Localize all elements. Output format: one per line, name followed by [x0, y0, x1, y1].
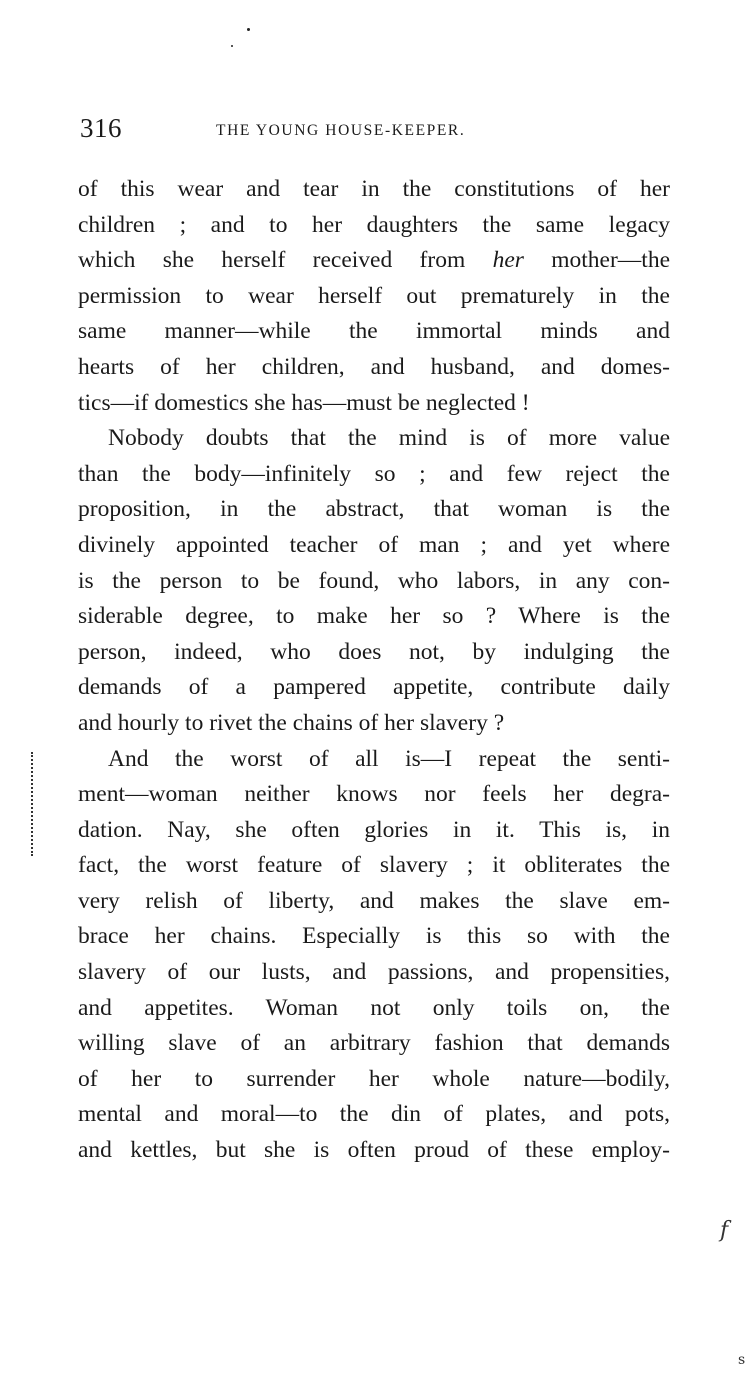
text-line: dation. Nay, she often glories in it. This is, in: [78, 816, 670, 843]
text-line: is the person to be found, who labors, in any con-: [78, 567, 670, 594]
text-line: [78, 243, 670, 279]
text-line: person, indeed, who does not, by indulging the: [78, 638, 670, 665]
text-segment: mother—the: [551, 247, 671, 274]
text-line: mental and moral—to the din of plates, and pots,: [78, 1101, 670, 1128]
page-number: 316: [80, 113, 122, 143]
text-line: divinely appointed teacher of man ; and yet where: [78, 531, 670, 558]
text-line: very relish of liberty, and makes the slave em-: [78, 887, 670, 914]
text-line: same manner—while the immortal minds and: [78, 318, 670, 345]
text-line: of her to surrender her whole nature—bodily,: [78, 1065, 670, 1092]
text-line: And the worst of all is—I repeat the senti-: [108, 745, 670, 772]
text-line: siderable degree, to make her so ? Where is the: [78, 603, 670, 630]
text-line: hearts of her children, and husband, and domes-: [78, 353, 670, 380]
text-line: brace her chains. Especially is this so with the: [78, 923, 670, 950]
running-head: THE YOUNG HOUSE-KEEPER.: [216, 122, 466, 139]
text-line: demands of a pampered appetite, contribute daily: [78, 674, 670, 701]
text-line: ment—woman neither knows nor feels her degra-: [78, 781, 670, 808]
text-line: Nobody doubts that the mind is of more value: [108, 425, 670, 452]
text-segment: which she herself received from: [78, 247, 466, 274]
text-line: than the body—infinitely so ; and few reject the: [78, 460, 670, 487]
margin-mark: [31, 752, 33, 856]
text-line: children ; and to her daughters the same legacy: [78, 211, 670, 238]
stray-mark: f: [720, 1218, 729, 1243]
text-line: permission to wear herself out prematurely in the: [78, 282, 670, 309]
ink-speck: [247, 28, 250, 31]
text-line: and kettles, but she is often proud of these employ-: [78, 1137, 670, 1164]
text-line: fact, the worst feature of slavery ; it obliterates the: [78, 852, 670, 879]
corner-mark: s: [738, 1352, 746, 1368]
body-text: [78, 172, 670, 1169]
text-line: proposition, in the abstract, that woman is the: [78, 496, 670, 523]
text-line: tics—if domestics she has—must be neglected !: [78, 389, 530, 416]
ink-speck: [231, 45, 233, 47]
text-line: and appetites. Woman not only toils on, the: [78, 994, 670, 1021]
page-header: [80, 113, 670, 153]
text-line: and hourly to rivet the chains of her slavery ?: [78, 709, 505, 736]
emphasis-text: her: [492, 247, 524, 274]
text-line: willing slave of an arbitrary fashion that demands: [78, 1030, 670, 1057]
text-line: of this wear and tear in the constitutions of her: [78, 176, 670, 202]
text-line: slavery of our lusts, and passions, and propensities,: [78, 959, 670, 986]
